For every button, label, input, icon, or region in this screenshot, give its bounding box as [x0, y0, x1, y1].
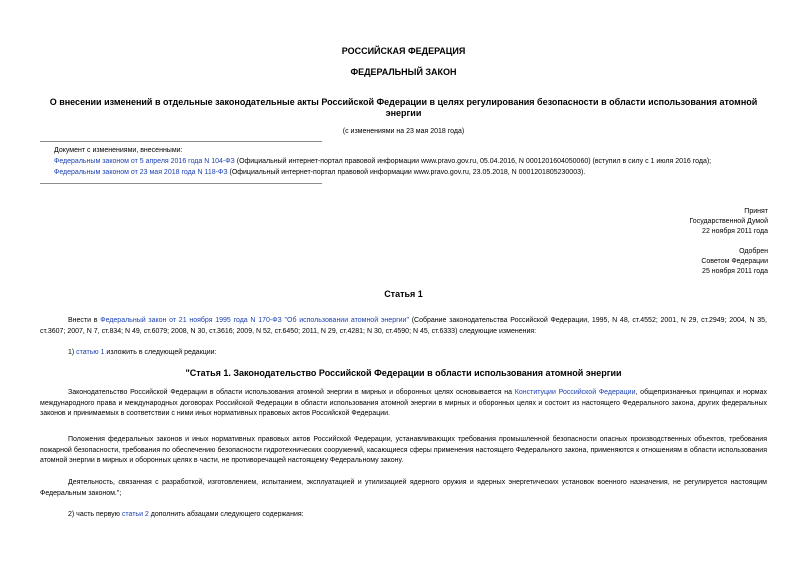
divider-top — [40, 141, 322, 142]
article-1-paragraph-1 — [40, 316, 767, 337]
p1-text-rest: (Собрание законодательства Российской Федерации, 1995, N 48, ст.4552; 2001, N 29, ст.2949; 2004, N 35, ст.3607; 2007, N 7, ст.834; N 49, ст.6079; 2008, N 30, ст.3616; 2009, N 52, ст.6450; 2011, N 29, ст.4281; N 30, ст.4590; N 45, ст.6333) следующие изменения: — [40, 317, 767, 335]
quoted-paragraph-1 — [40, 388, 767, 420]
quoted-paragraph-3: Деятельность, связанная с разработкой, изготовлением, испытанием, эксплуатацией и утилизацией ядерного оружия и ядерных энергетических установок военного назначения, не регулируется настоящим Федеральным законом."; — [40, 479, 767, 497]
p3-text-pre: 2) часть первую — [68, 511, 122, 518]
amended-note: (с изменениями на 23 мая 2018 года) — [342, 128, 465, 135]
article-1-paragraph-2 — [40, 348, 767, 359]
accepted-by: Государственной Думой — [689, 218, 768, 225]
q1-text-pre: Законодательство Российской Федерации в области использования атомной энергии в мирных и оборонных целях основывается на — [68, 389, 515, 396]
change-text-2: (Официальный интернет-портал правовой информации www.pravo.gov.ru, 23.05.2018, N 0001201805230003). — [227, 169, 586, 176]
divider-bottom — [40, 183, 322, 184]
law-title: О внесении изменений в отдельные законодательные акты Российской Федерации в целях регулирования безопасности в области использования атомной энергии — [49, 97, 758, 118]
article-1-paragraph-3 — [40, 510, 767, 521]
approved-date: 25 ноября 2011 года — [702, 268, 768, 275]
p2-text-pre: 1) — [68, 349, 77, 356]
changes-intro: Документ с изменениями, внесенными: — [54, 147, 183, 154]
article-2-link[interactable]: статьи 2 — [121, 511, 149, 518]
p1-text-pre: Внести в — [68, 317, 101, 324]
article-1-link[interactable]: статью 1 — [76, 349, 105, 356]
law-170-link[interactable]: Федеральный закон от 21 ноября 1995 года N 170-ФЗ "Об использовании атомной энергии" — [100, 317, 409, 324]
document-type-heading: ФЕДЕРАЛЬНЫЙ ЗАКОН — [350, 67, 457, 77]
constitution-link[interactable]: Конституции Российской Федерации — [514, 389, 636, 396]
accepted-label: Принят — [744, 208, 768, 215]
quoted-article-heading: "Статья 1. Законодательство Российской Федерации в области использования атомной энергии — [185, 368, 622, 378]
change-item-1 — [54, 157, 784, 166]
p3-text-rest: дополнить абзацами следующего содержания: — [148, 511, 304, 518]
change-item-2 — [54, 168, 784, 177]
q1-text-rest: , общепризнанных принципах и нормах международного права и международных договорах Российской Федерации в области использования атомной энергии в мирных и оборонных целях и состоит из настоящего Федерального закона, других федеральных законов и принимаемых в соответствии с ними иных нормативных правовых актов Российской Федерации. — [40, 389, 768, 417]
change-link-2[interactable]: Федеральным законом от 23 мая 2018 года N 118-ФЗ — [54, 169, 228, 176]
adoption-duma — [568, 207, 768, 237]
country-heading: РОССИЙСКАЯ ФЕДЕРАЦИЯ — [341, 46, 466, 56]
adoption-council — [568, 247, 768, 277]
approved-by: Советом Федерации — [701, 258, 768, 265]
article-1-heading: Статья 1 — [384, 289, 423, 299]
quoted-paragraph-2: Положения федеральных законов и иных нормативных правовых актов Российской Федерации, устанавливающих требования промышленной безопасности опасных производственных объектов, требования пожарной безопасности, требования по обеспечению безопасности гидротехнических сооружений, касающиеся сферы применения настоящего Федерального закона, применяются к отношениям в области использования атомной энергии в мирных и оборонных целях в части, не противоречащей настоящему Федеральному закону. — [40, 436, 767, 464]
accepted-date: 22 ноября 2011 года — [702, 228, 768, 235]
change-link-1[interactable]: Федеральным законом от 5 апреля 2016 года N 104-ФЗ — [54, 158, 235, 165]
p2-text-rest: изложить в следующей редакции: — [104, 349, 217, 356]
approved-label: Одобрен — [739, 248, 768, 255]
change-text-1: (Официальный интернет-портал правовой информации www.pravo.gov.ru, 05.04.2016, N 0001201604050060) (вступил в силу с 1 июля 2016 года); — [234, 158, 712, 165]
